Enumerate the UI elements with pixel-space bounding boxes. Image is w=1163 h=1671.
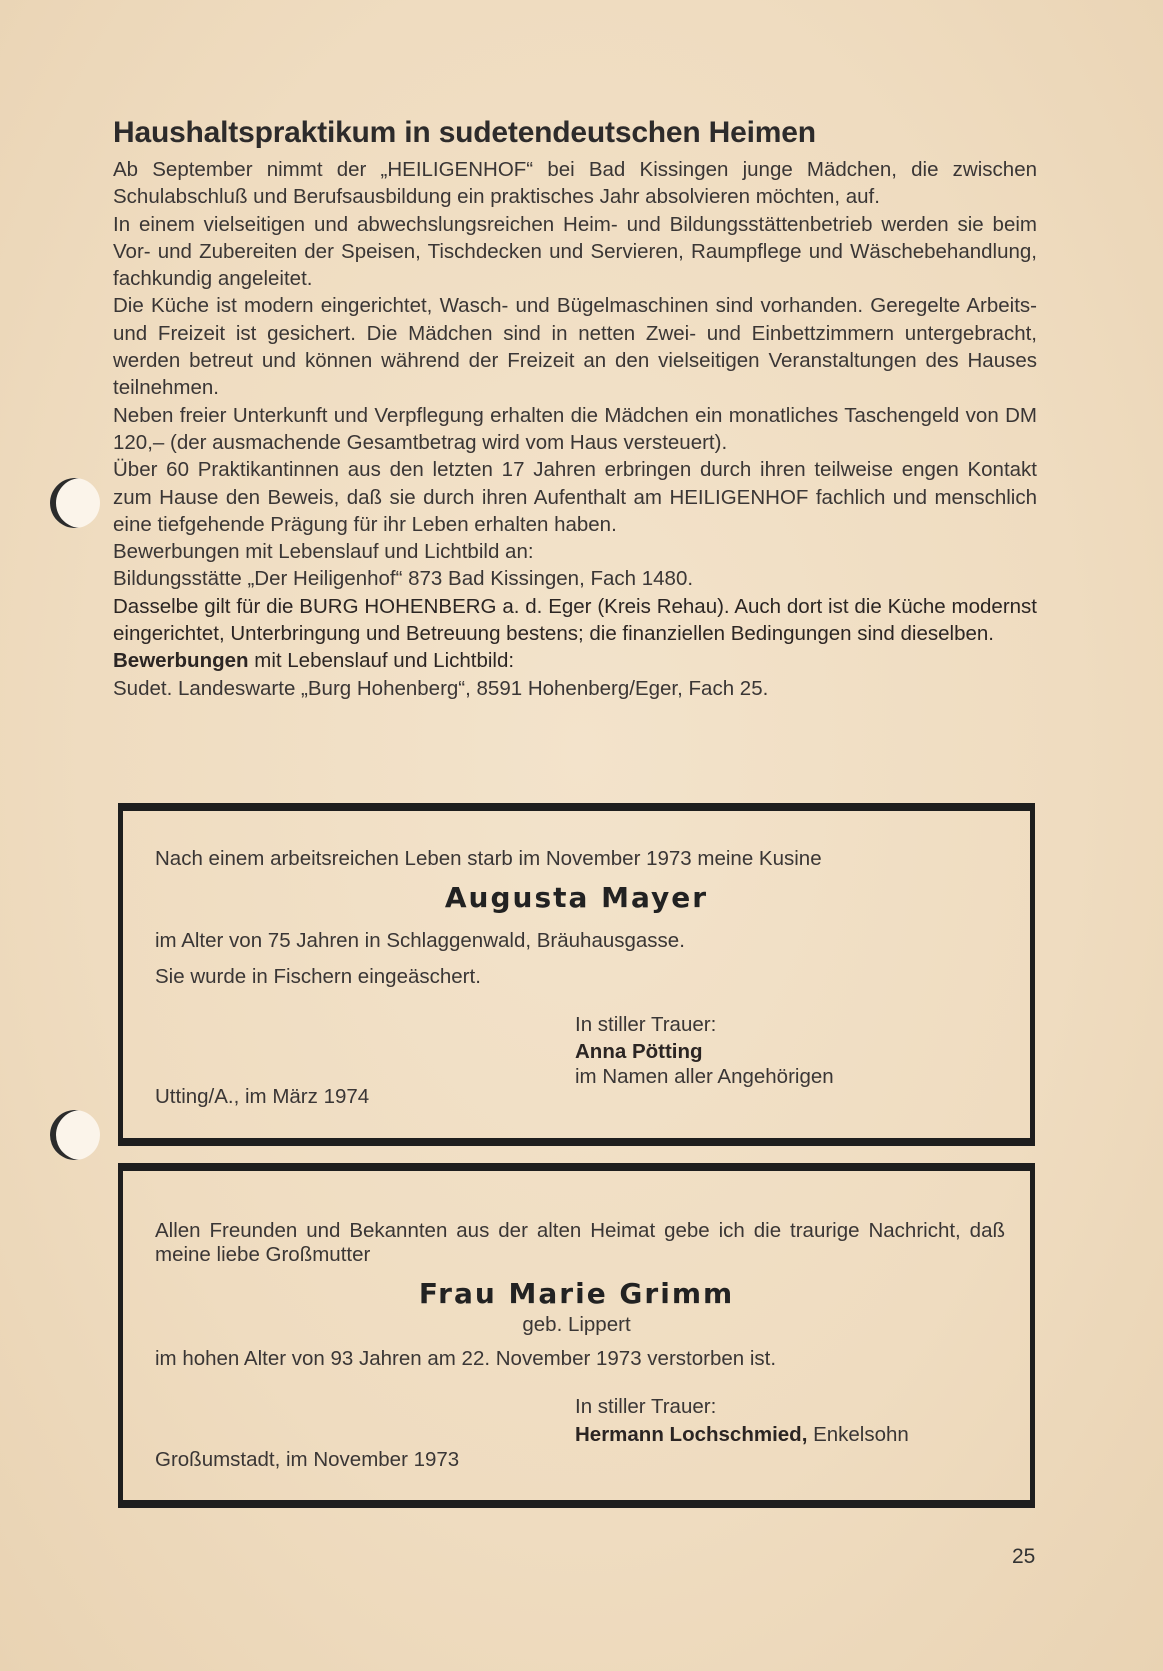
mourning-label: In stiller Trauer: bbox=[575, 1013, 717, 1036]
article-paragraph: Bildungsstätte „Der Heiligenhof“ 873 Bad Kissingen, Fach 1480. bbox=[113, 567, 694, 591]
signer-note: Enkelsohn bbox=[807, 1423, 909, 1446]
obituary-notice-grimm bbox=[118, 1163, 1035, 1508]
place-date: Utting/A., im März 1974 bbox=[155, 1085, 370, 1108]
article-paragraph: Über 60 Praktikantinnen aus den letzten 17 Jahren erbringen durch ihren teilweise engen Kontakt zum Hause den Beweis, daß sie durch ihren Aufenthalt am HEILIGENHOF fachlich und menschlich eine tiefgehende Prägung für ihr Leben erhalten haben. bbox=[113, 458, 1037, 536]
burg-hohenberg-paragraph: Dasselbe gilt für die BURG HOHENBERG a. d. Eger (Kreis Rehau). Auch dort ist die Küche modernst eingerichtet, Unterbringung und Betreuung bestens; die finanziellen Bedingungen sind dieselben. bbox=[113, 594, 1037, 646]
notice-line: Sie wurde in Fischern eingeäschert. bbox=[155, 965, 481, 988]
deceased-name: Augusta Mayer bbox=[444, 881, 709, 914]
article-paragraph: Bewerbungen mit Lebenslauf und Lichtbild an: bbox=[113, 540, 534, 564]
obituary-notice-mayer bbox=[118, 803, 1035, 1146]
signer-name: Hermann Lochschmied, bbox=[575, 1423, 808, 1446]
maiden-name: geb. Lippert bbox=[522, 1313, 631, 1336]
article-paragraph: Ab September nimmt der „HEILIGENHOF“ bei Bad Kissingen junge Mädchen, die zwischen Schulabschluß und Berufsausbildung ein praktisches Jahr absolvieren möchten, auf. bbox=[113, 158, 1037, 209]
notice-intro: Nach einem arbeitsreichen Leben starb im November 1973 meine Kusine bbox=[155, 847, 822, 870]
article-paragraph: Die Küche ist modern eingerichtet, Wasch- und Bügelmaschinen sind vorhanden. Geregelte Arbeits- und Freizeit ist gesichert. Die Mädchen sind in netten Zwei- und Einbettzimmern untergebracht, werden betreut und können während der Freizeit an den vielseitigen Veranstaltungen des Hauses teilnehmen. bbox=[113, 294, 1037, 400]
deceased-name: Frau Marie Grimm bbox=[418, 1277, 735, 1310]
punch-hole-bottom bbox=[50, 1110, 100, 1160]
address-line: Sudet. Landeswarte „Burg Hohenberg“, 8591 Hohenberg/Eger, Fach 25. bbox=[113, 676, 769, 700]
notice-line: im Alter von 75 Jahren in Schlaggenwald, Bräuhausgasse. bbox=[155, 929, 685, 952]
signer-line bbox=[575, 1423, 909, 1447]
article bbox=[113, 116, 1037, 702]
article-paragraph: In einem vielseitigen und abwechslungsreichen Heim- und Bildungsstättenbetrieb werden sie beim Vor- und Zubereiten der Speisen, Tischdecken und Servieren, Raumpflege und Wäschebehandlung, fachkundig angeleitet. bbox=[113, 212, 1037, 291]
application-line-rest: mit Lebenslauf und Lichtbild: bbox=[248, 649, 515, 673]
article-title: Haushaltspraktikum in sudetendeutschen Heimen bbox=[113, 116, 816, 149]
application-line bbox=[113, 647, 1037, 674]
signer-note: im Namen aller Angehörigen bbox=[575, 1065, 834, 1088]
place-date: Großumstadt, im November 1973 bbox=[155, 1448, 460, 1471]
application-bold-word: Bewerbungen bbox=[113, 649, 249, 673]
page-number: 25 bbox=[1012, 1545, 1036, 1568]
notice-intro: Allen Freunden und Bekannten aus der alten Heimat gebe ich die traurige Nachricht, daß meine liebe Großmutter bbox=[155, 1219, 1005, 1266]
article-paragraph: Neben freier Unterkunft und Verpflegung erhalten die Mädchen ein monatliches Taschengeld von DM 120,– (der ausmachende Gesamtbetrag wird vom Haus versteuert). bbox=[113, 403, 1037, 454]
mourning-label: In stiller Trauer: bbox=[575, 1395, 717, 1418]
notice-line: im hohen Alter von 93 Jahren am 22. November 1973 verstorben ist. bbox=[155, 1347, 777, 1370]
punch-hole-top bbox=[50, 478, 100, 528]
signer-name: Anna Pötting bbox=[575, 1040, 703, 1063]
